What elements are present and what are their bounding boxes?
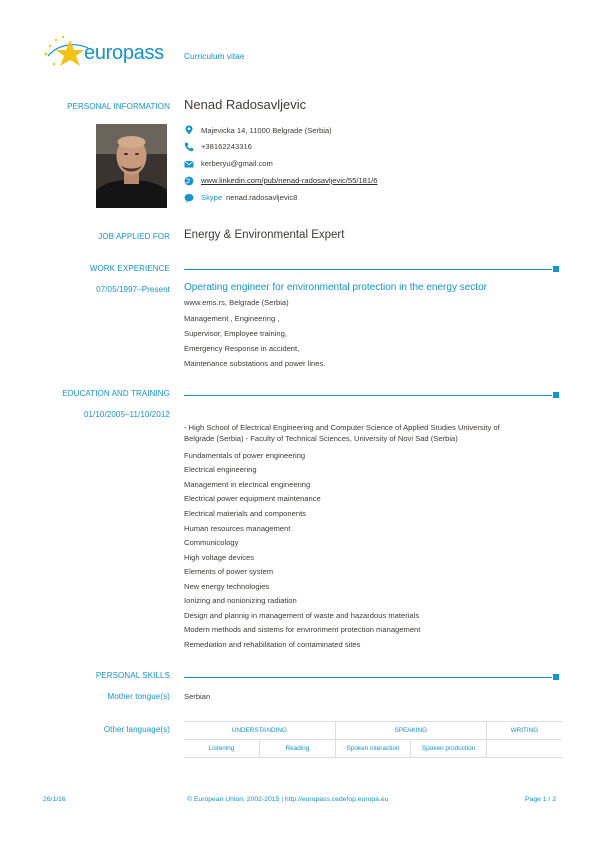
skills-section-divider-end	[553, 674, 559, 680]
education-subject: Human resources management	[184, 524, 291, 533]
language-skills-table	[184, 721, 562, 758]
education-subject: High voltage devices	[184, 553, 255, 562]
skype-handle: nenad.radosavljevic8	[226, 193, 298, 202]
education-subject: New energy technologies	[184, 582, 270, 591]
europass-logo	[40, 34, 172, 74]
education-subject: Design and plannig in management of waste and hazardous materials	[184, 611, 420, 620]
education-subject: Management in electrical engineering	[184, 480, 311, 489]
work-duty-3: Emergency Response in accident,	[184, 344, 300, 353]
education-institution-line-2: Belgrade (Serbia) - Faculty of Technical Sciences, University of Novi Sad (Serbia)	[184, 434, 458, 443]
writing-header: WRITING	[486, 722, 562, 740]
writing-cell	[486, 740, 562, 758]
education-subject: Elements of power system	[184, 567, 274, 576]
education-subject: Electrical materials and components	[184, 509, 306, 518]
personal-skills-label: PERSONAL SKILLS	[95, 671, 170, 680]
footer-date: 26/1/16	[43, 796, 66, 803]
understanding-header: UNDERSTANDING	[184, 722, 335, 740]
listening-header: Listening	[184, 740, 260, 758]
education-subject: Electrical engineering	[184, 465, 257, 474]
chat-bubble-icon	[184, 193, 194, 203]
work-section-divider	[184, 269, 552, 270]
work-employer: www.ems.rs, Belgrade (Serbia)	[184, 298, 289, 307]
speaking-header: SPEAKING	[335, 722, 486, 740]
logo-text: europass	[84, 42, 164, 64]
spoken-interaction-header: Spoken interaction	[335, 740, 411, 758]
education-institution-line-1: - High School of Electrical Engineering and Computer Science of Applied Studies University of	[184, 423, 500, 432]
skills-section-divider	[184, 677, 552, 678]
work-duty-2: Supervisor, Employee training,	[184, 329, 287, 338]
address-text: Majevicka 14, 11000 Belgrade (Serbia)	[201, 126, 332, 135]
person-photo-icon	[96, 124, 167, 208]
education-subject: Electrical power equipment maintenance	[184, 494, 321, 503]
education-section-divider-end	[553, 392, 559, 398]
education-section-divider	[184, 395, 552, 396]
reading-header: Reading	[260, 740, 336, 758]
footer-page-number: Page 1 / 2	[525, 796, 556, 803]
education-label: EDUCATION AND TRAINING	[62, 389, 170, 398]
skype-label: Skype	[201, 193, 223, 202]
europass-star-logo-icon	[40, 34, 90, 72]
education-subject: Ionizing and nonionizing radiation	[184, 596, 297, 605]
work-dates: 07/05/1997–Present	[96, 285, 170, 294]
profile-photo	[96, 124, 167, 208]
work-duty-4: Maintenance substations and power lines.	[184, 359, 326, 368]
email-icon	[184, 159, 194, 169]
email-text: kerberyu@gmail.com	[201, 159, 273, 168]
phone-text: +38162243316	[201, 142, 252, 151]
education-subject: Remediation and rehabilitation of contaminated sites	[184, 640, 361, 649]
work-duty-1: Management , Engineering ,	[184, 314, 280, 323]
phone-icon	[184, 142, 194, 152]
education-subject: Communicology	[184, 538, 239, 547]
education-dates: 01/10/2005–11/10/2012	[83, 410, 170, 419]
education-subject: Fundamentals of power engineering	[184, 451, 306, 460]
personal-info-label: PERSONAL INFORMATION	[67, 102, 170, 111]
candidate-name: Nenad Radosavljevic	[184, 97, 307, 112]
footer-copyright[interactable]: © European Union, 2002-2015 | http://europass.cedefop.europa.eu	[187, 796, 389, 803]
other-languages-label: Other language(s)	[103, 725, 170, 734]
work-title: Operating engineer for environmental protection in the energy sector	[184, 282, 487, 293]
document-title: Curriculum vitae	[184, 51, 245, 61]
education-subject: Modern methods and sistems for environment protection management	[184, 625, 421, 634]
spoken-production-header: Spoken production	[411, 740, 487, 758]
mother-tongue-value: Serbian	[184, 692, 211, 701]
website-link[interactable]: www.linkedin.com/pub/nenad-radosavljevic/55/181/6	[201, 176, 378, 185]
location-pin-icon	[184, 125, 194, 135]
website-globe-icon	[184, 176, 194, 186]
work-experience-label: WORK EXPERIENCE	[89, 264, 170, 273]
mother-tongue-label: Mother tongue(s)	[107, 692, 170, 701]
job-applied-value: Energy & Environmental Expert	[184, 229, 345, 241]
job-applied-label: JOB APPLIED FOR	[98, 232, 170, 241]
work-section-divider-end	[553, 266, 559, 272]
